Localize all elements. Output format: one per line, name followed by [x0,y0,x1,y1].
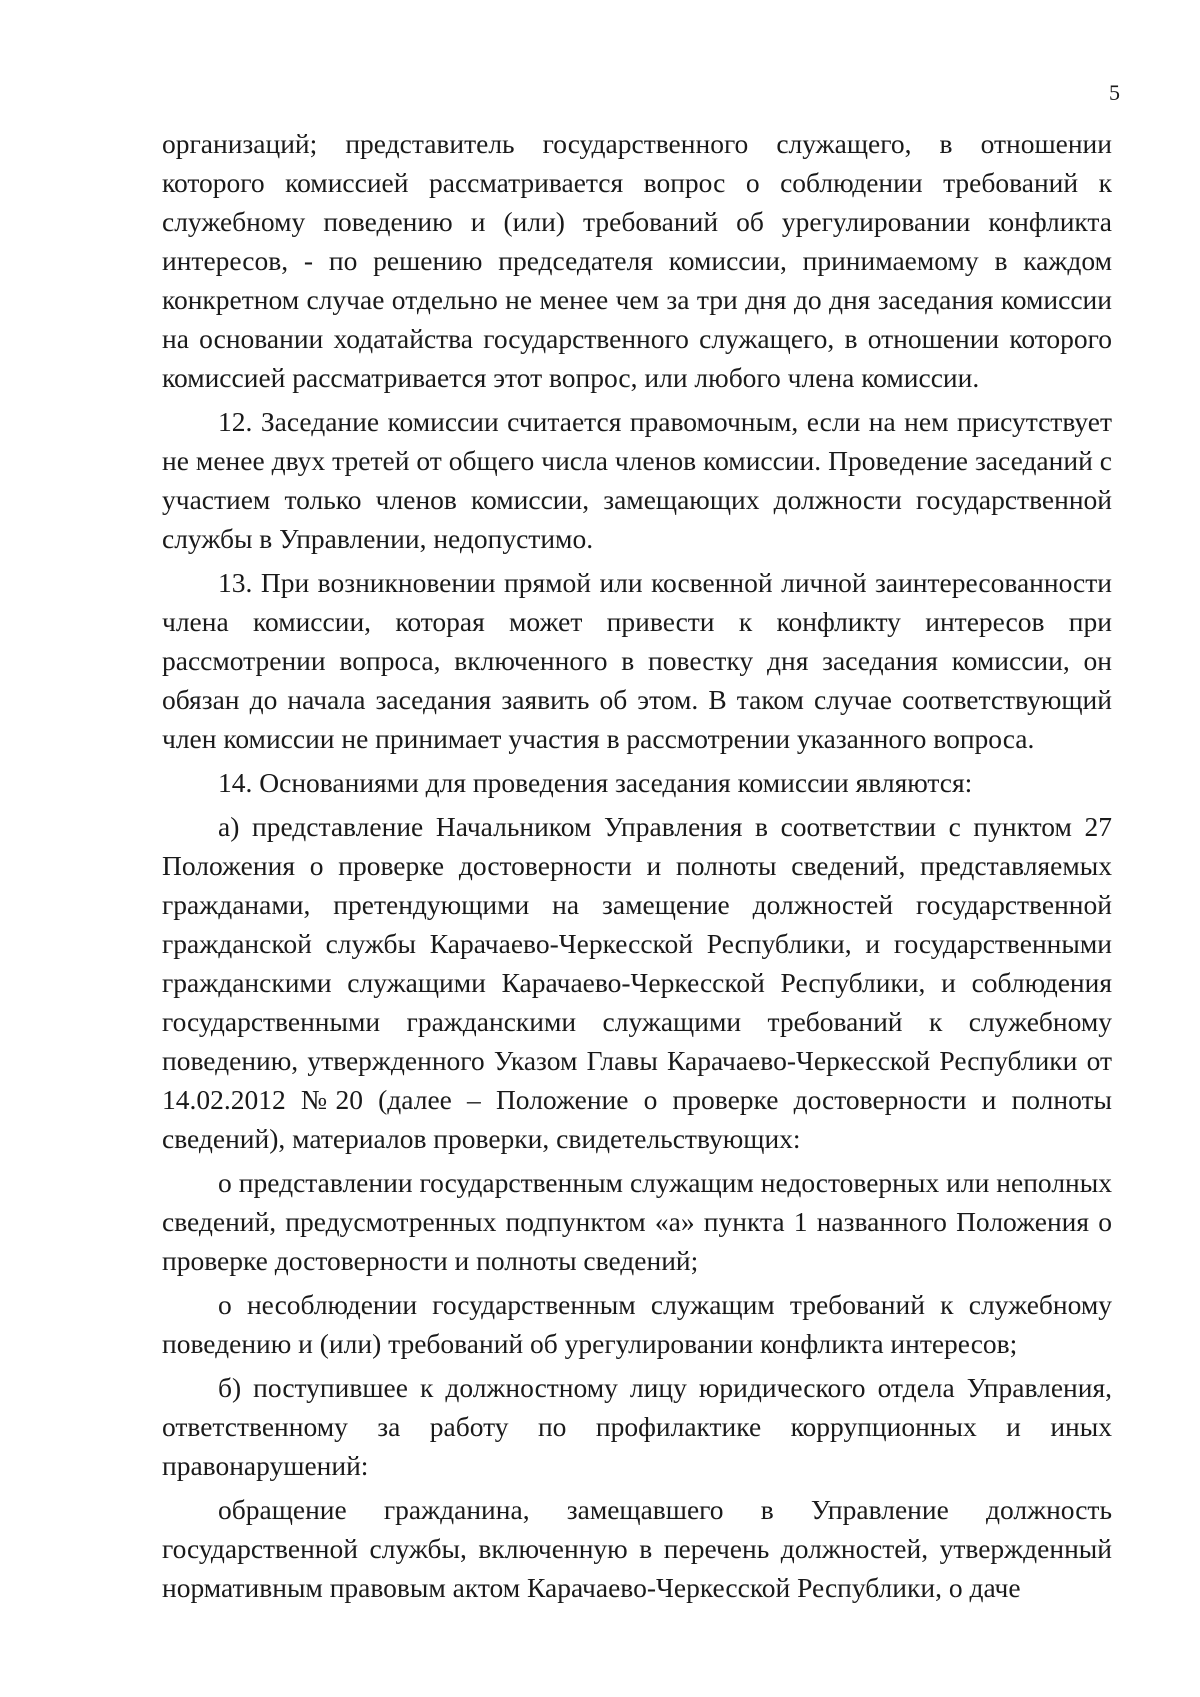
paragraph-item-13: 13. При возникновении прямой или косвенной личной заинтересованности члена комиссии, которая может привести к конфликту интересов при рассмотрении вопроса, включенного в повестку дня заседания комиссии, он обязан до начала заседания заявить об этом. В таком случае соответствующий член комиссии не принимает участия в рассмотрении указанного вопроса. [162,567,1112,754]
document-body [162,124,1112,1607]
paragraph-subitem-b: б) поступившее к должностному лицу юридического отдела Управления, ответственному за работу по профилактике коррупционных и иных правонарушений: [162,1372,1112,1481]
paragraph-subitem-a: а) представление Начальником Управления в соответствии с пунктом 27 Положения о проверке достоверности и полноты сведений, представляемых гражданами, претендующими на замещение должностей государственной гражданской службы Карачаево-Черкесской Республики, и государственными гражданскими служащими Карачаево-Черкесской Республики, и соблюдения государственными гражданскими служащими требований к служебному поведению, утвержденного Указом Главы Карачаево-Черкесской Республики от 14.02.2012 №20 (далее – Положение о проверке достоверности и полноты сведений), материалов проверки, свидетельствующих: [162,811,1112,1154]
paragraph-subitem-a-point-1: о представлении государственным служащим недостоверных или неполных сведений, предусмотренных подпунктом «а» пункта 1 названного Положения о проверке достоверности и полноты сведений; [162,1167,1112,1276]
paragraph-item-14: 14. Основаниями для проведения заседания комиссии являются: [218,767,973,798]
paragraph-item-12: 12. Заседание комиссии считается правомочным, если на нем присутствует не менее двух третей от общего числа членов комиссии. Проведение заседаний с участием только членов комиссии, замещающих должности государственной службы в Управлении, недопустимо. [162,406,1112,554]
paragraph-subitem-b-point-1: обращение гражданина, замещавшего в Управление должность государственной службы, включенную в перечень должностей, утвержденный нормативным правовым актом Карачаево-Черкесской Республики, о даче [162,1494,1112,1603]
paragraph-subitem-a-point-2: о несоблюдении государственным служащим требований к служебному поведению и (или) требований об урегулировании конфликта интересов; [162,1289,1112,1359]
page-number: 5 [1109,80,1120,105]
paragraph-continuation: организаций; представитель государственного служащего, в отношении которого комиссией рассматривается вопрос о соблюдении требований к служебному поведению и (или) требований об урегулировании конфликта интересов, - по решению председателя комиссии, принимаемому в каждом конкретном случае отдельно не менее чем за три дня до дня заседания комиссии на основании ходатайства государственного служащего, в отношении которого комиссией рассматривается этот вопрос, или любого члена комиссии. [162,128,1112,393]
